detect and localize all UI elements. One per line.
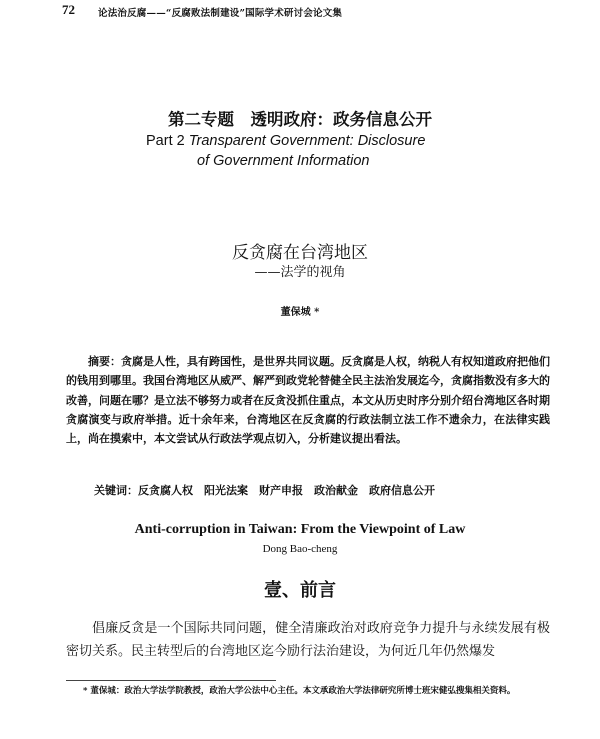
english-author: Dong Bao-cheng (262, 543, 338, 555)
body-text (66, 617, 550, 663)
part-title-english-line2: of Government Information (197, 153, 370, 169)
part-title-chinese: 第二专题 透明政府：政务信息公开 (168, 110, 432, 129)
section-heading: 壹、前言 (264, 580, 336, 601)
part-title-english-line1 (146, 133, 425, 149)
article-author: 董保城 * (280, 307, 320, 318)
abstract-label: 摘要： (88, 355, 121, 368)
english-title: Anti-corruption in Taiwan: From the Viewpoint of Law (134, 522, 466, 537)
footnote-rule (66, 680, 276, 681)
part-title-italic: Transparent Government: Disclosure (188, 133, 426, 149)
footnote-text: * 董保城：政治大学法学院教授，政治大学公法中心主任。本文承政治大学法律研究所博士班宋健弘搜集相关资料。 (83, 686, 516, 696)
keywords-label: 关键词： (94, 484, 138, 497)
keywords-list: 反贪腐人权 阳光法案 财产申报 政治献金 政府信息公开 (138, 484, 435, 497)
part-title-prefix: Part 2 (146, 133, 189, 149)
article-subtitle: ——法学的视角 (254, 265, 346, 280)
abstract (66, 352, 550, 448)
body-paragraph: 倡廉反贪是一个国际共同问题，健全清廉政治对政府竞争力提升与永续发展有极密切关系。民主转型后的台湾地区迄今励行法治建设，为何近几年仍然爆发 (66, 621, 550, 659)
abstract-text: 贪腐是人性，具有跨国性，是世界共同议题。反贪腐是人权，纳税人有权知道政府把他们的钱用到哪里。我国台湾地区从威严、解严到政党轮替健全民主法治发展迄今，贪腐指数没有多大的改善，问题在哪？是立法不够努力或者在反贪没抓住重点，本文从历史时序分别介绍台湾地区各时期贪腐演变与政府举措。近十余年来，台湾地区在反贪腐的行政法制立法工作不遗余力，在法律实践上，尚在摸索中，本文尝试从行政法学观点切入，分析建议提出看法。 (66, 355, 550, 446)
footnote (66, 684, 550, 699)
abstract-paragraph (66, 352, 550, 448)
page-number: 72 (62, 2, 75, 17)
running-header: 论法治反腐——“反腐败法制建设”国际学术研讨会论文集 (98, 8, 343, 19)
keywords (94, 482, 435, 498)
article-title: 反贪腐在台湾地区 (232, 243, 368, 263)
